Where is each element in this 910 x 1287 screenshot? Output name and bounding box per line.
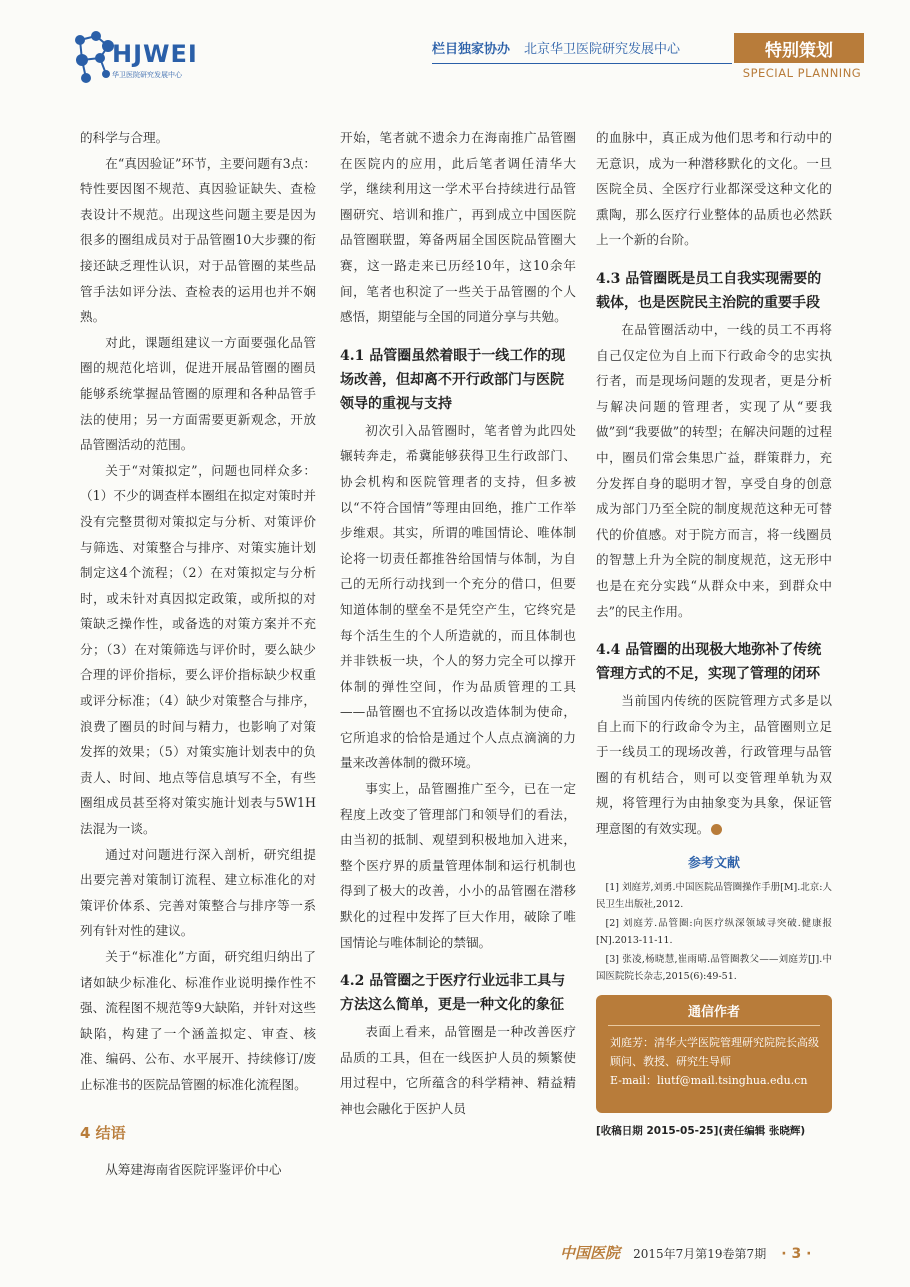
- header-divider: [432, 63, 732, 64]
- subheading-4-1: 4.1 品管圈虽然着眼于一线工作的现场改善，但却离不开行政部门与医院领导的重视与支持: [340, 347, 566, 412]
- end-mark-icon: [711, 824, 722, 835]
- paragraph: 在“真因验证”环节，主要问题有3点：特性要因图不规范、真因验证缺失、查检表设计不规范。出现这些问题主要是因为很多的圈组成员对于品管圈10大步骤的衔接还缺乏理性认识，对于品管圈的某些品管手法如评分法、查检表的运用也并不娴熟。: [80, 155, 316, 325]
- author-box-divider: [608, 1025, 820, 1026]
- page-number: · 3 ·: [781, 1246, 812, 1262]
- corresponding-author-box: [596, 995, 832, 1113]
- subheading-4-2: 4.2 品管圈之于医疗行业远非工具与方法这么简单，更是一种文化的象征: [340, 973, 566, 1014]
- logo-subtitle: 华卫医院研究发展中心: [112, 71, 182, 79]
- subheading-4-3: 4.3 品管圈既是员工自我实现需要的载体，也是医院民主治院的重要手段: [596, 270, 822, 311]
- author-description: 刘庭芳：清华大学医院管理研究院院长高级顾问、教授、研究生导师: [610, 1035, 819, 1068]
- paragraph: 从筹建海南省医院评鉴评价中心: [105, 1161, 282, 1177]
- section-title-en: SPECIAL PLANNING: [742, 66, 862, 80]
- paragraph: 事实上，品管圈推广至今，已在一定程度上改变了管理部门和领导们的看法，由当初的抵制、观望到积极地加入进来，整个医疗界的质量管理体制和运行机制也得到了极大的改善，小小的品管圈在潜移默化的过程中发挥了巨大作用，破除了唯国情论与唯体制论的禁锢。: [340, 781, 576, 950]
- sponsor-label: 栏目独家协办: [432, 42, 511, 57]
- paragraph: 对此，课题组建议一方面要强化品管圈的规范化培训，促进开展品管圈的圈员能够系统掌握品管圈的原理和各种品管手法的使用；另一方面需要更新观念，开放品管圈活动的范围。: [80, 334, 316, 453]
- paragraph-text: 当前国内传统的医院管理方式多是以自上而下的行政命令为主，品管圈则立足于一线员工的现场改善，行政管理与品管圈的有机结合，则可以变管理单轨为双规，将管理行为由抽象变为具象，保证管理意图的有效实现。: [596, 693, 832, 837]
- received-date: [收稿日期 2015-05-25](责任编辑 张晓辉): [596, 1124, 806, 1137]
- section-heading-4: 4 结语: [80, 1123, 126, 1142]
- paragraph: [596, 688, 832, 842]
- paragraph: 的科学与合理。: [80, 130, 169, 145]
- journal-brand: 中国医院: [560, 1244, 621, 1262]
- logo-text: HJWEI: [112, 40, 198, 68]
- author-info: [610, 1033, 820, 1090]
- paragraph: 关于“标准化”方面，研究组归纳出了诸如缺少标准化、标准作业说明操作性不强、流程图不规范等9大缺陷，并针对这些缺陷，构建了一个涵盖拟定、审查、核准、编码、公布、水平展开、持续修订/废止标准书的医院品管圈的标准化流程图。: [80, 949, 316, 1092]
- journal-issue: 2015年7月第19卷第7期: [633, 1247, 767, 1261]
- sponsor-org: 北京华卫医院研究发展中心: [524, 42, 681, 57]
- paragraph: 关于“对策拟定”，问题也同样众多：（1）不少的调查样本圈组在拟定对策时并没有完整贯彻对策拟定与分析、对策评价与筛选、对策整合与排序、对策实施计划制定这4个流程；（2）在对策拟定与分析时，或未针对真因拟定政策，或所拟的对策缺乏操作性，或备选的对策方案并不充分；（3）在对策筛选与评价时，要么缺少合理的评价指标，要么评价指标缺少权重或评分标准；（4）缺少对策整合与排序，浪费了圈员的时间与精力，也影响了对策发挥的效果；（5）对策实施计划表中的负责人、时间、地点等信息填写不全，有些圈组成员甚至将对策实施计划表与5W1H法混为一谈。: [80, 462, 316, 837]
- paragraph: 表面上看来，品管圈是一种改善医疗品质的工具，但在一线医护人员的频繁使用过程中，它所蕴含的科学精神、精益精神也会融化于医护人员: [340, 1024, 576, 1116]
- paragraph: 在品管圈活动中，一线的员工不再将自己仅定位为自上而下行政命令的忠实执行者，而是现场问题的发现者，更是分析与解决问题的管理者，实现了从“要我做”到“我要做”的转型；在解决问题的过程中，圈员们常会集思广益，群策群力，充分发挥自身的聪明才智，享受自身的创意成为部门乃至全院的制度规范这种无可替代的价值感。对于院方而言，将一线圈员的智慧上升为全院的制度规范，这无形中也是在充分实践“从群众中来，到群众中去”的民主作用。: [596, 321, 832, 619]
- column-3: [596, 125, 832, 1138]
- subheading-4-4: 4.4 品管圈的出现极大地弥补了传统管理方式的不足，实现了管理的闭环: [596, 642, 822, 683]
- paragraph: 的血脉中，真正成为他们思考和行动中的无意识，成为一种潜移默化的文化。一旦医院全员、全医疗行业都深受这种文化的熏陶，那么医疗行业整体的品质也必然跃上一个新的台阶。: [596, 130, 832, 248]
- paragraph: 初次引入品管圈时，笔者曾为此四处辗转奔走，希冀能够获得卫生行政部门、协会机构和医院管理者的支持，但多被以“不符合国情”等理由回绝，推广工作举步维艰。其实，所谓的唯国情论、唯体制论将一切责任都推咎给国情与体制，为自己的无所行动找到一个充分的借口，但要知道体制的壁垒不是凭空产生，它终究是每个活生生的个人所造就的，而且体制也并非铁板一块，个人的努力完全可以撑开体制的弹性空间，作为品质管理的工具——品管圈也不宜扬以改造体制为使命，它所追求的恰恰是通过个人点点滴滴的力量来改善体制的微环境。: [340, 422, 576, 771]
- page-header: [0, 0, 910, 90]
- reference-item: [1] 刘庭芳,刘勇.中国医院品管圈操作手册[M].北京:人民卫生出版社,2012.: [596, 881, 832, 910]
- paragraph: 开始，笔者就不遗余力在海南推广品管圈在医院内的应用，此后笔者调任清华大学，继续利用这一学术平台持续进行品管圈研究、培训和推广，再到成立中国医院品管圈联盟，筹备两届全国医院品管圈大赛，这一路走来已历经10年，这10余年间，笔者也积淀了一些关于品管圈的个人感悟，期望能与全国的同道分享与共勉。: [340, 130, 576, 325]
- section-title: 特别策划: [765, 41, 833, 61]
- paragraph: 通过对问题进行深入剖析，研究组提出要完善对策制订流程、建立标准化的对策评价体系、完善对策整合与排序等一系列有针对性的建议。: [80, 846, 316, 939]
- page-footer: [560, 1242, 811, 1263]
- column-1: [80, 125, 316, 1182]
- column-sponsor: [432, 38, 680, 57]
- reference-item: [3] 张凌,杨晓慧,崔雨晴.品管圈教父——刘庭芳[J].中国医院院长杂志,2015(6):49-51.: [596, 953, 832, 982]
- references-title: 参考文献: [687, 855, 740, 871]
- author-email[interactable]: E-mail：liutf@mail.tsinghua.edu.cn: [610, 1073, 808, 1087]
- reference-item: [2] 刘庭芳.品管圈:向医疗纵深领域寻突破.健康报[N].2013-11-11.: [596, 917, 832, 946]
- column-2: [340, 125, 576, 1122]
- author-box-title: 通信作者: [687, 1004, 740, 1020]
